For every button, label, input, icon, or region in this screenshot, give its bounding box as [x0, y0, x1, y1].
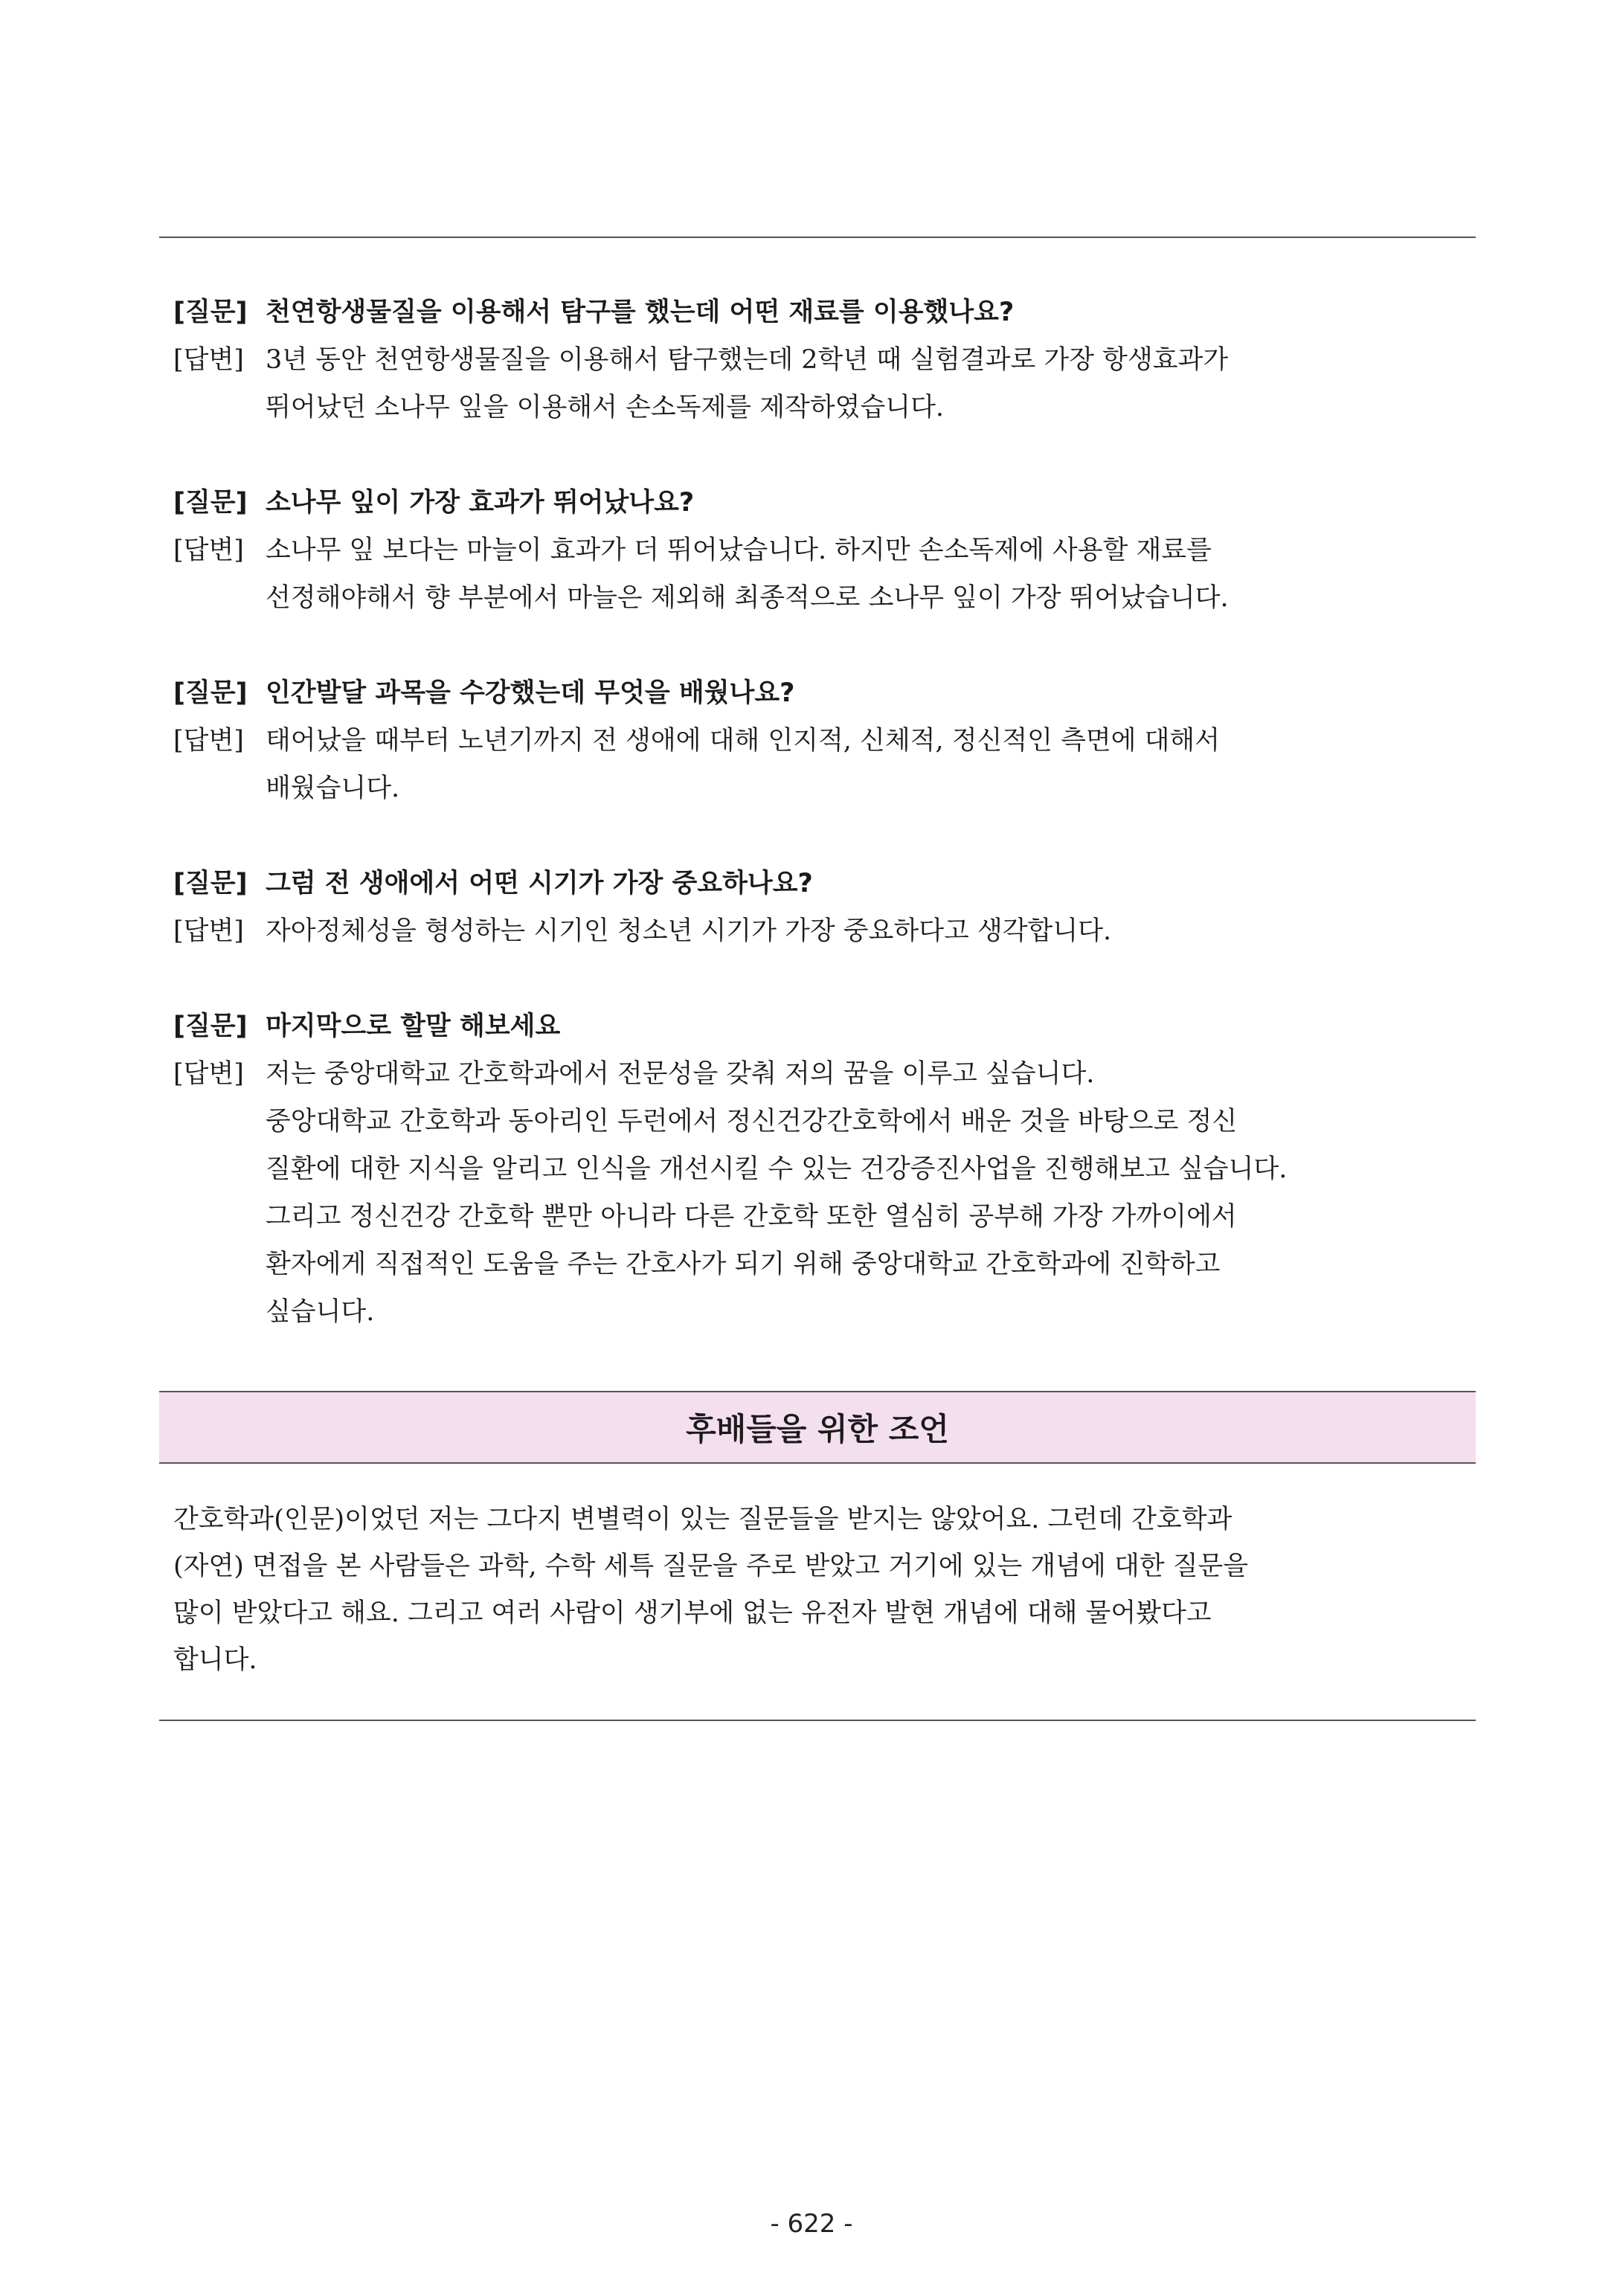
- advice-body: [173, 1496, 1468, 1684]
- answer-tag: [답변]: [173, 536, 244, 565]
- answer-line: [173, 907, 1468, 955]
- qa-block: [173, 289, 1468, 431]
- answer-continuation: 중앙대학교 간호학과 동아리인 두런에서 정신건강간호학에서 배운 것을 바탕으로 정신: [266, 1107, 1238, 1136]
- answer-text: 소나무 잎 보다는 마늘이 효과가 더 뛰어났습니다. 하지만 손소독제에 사용할 재료를: [266, 536, 1212, 565]
- qa-block: [173, 479, 1468, 622]
- advice-line: 많이 받았다고 해요. 그리고 여러 사람이 생기부에 없는 유전자 발현 개념에 대해 물어봤다고: [173, 1598, 1212, 1628]
- question-tag: [질문]: [173, 488, 248, 518]
- qa-block: [173, 669, 1468, 812]
- page-number: - 622 -: [770, 2209, 853, 2239]
- question-text: 인간발달 과목을 수강했는데 무엇을 배웠나요?: [266, 678, 795, 708]
- answer-text: 자아정체성을 형성하는 시기인 청소년 시기가 가장 중요하다고 생각합니다.: [266, 916, 1112, 946]
- question-tag: [질문]: [173, 869, 248, 898]
- advice-title: 후배들을 위한 조언: [686, 1411, 949, 1447]
- answer-line: [173, 1050, 1468, 1098]
- advice-line: (자연) 면접을 본 사람들은 과학, 수학 세특 질문을 주로 받았고 거기에 있는 개념에 대한 질문을: [173, 1551, 1249, 1581]
- advice-header: [159, 1391, 1476, 1464]
- answer-continuation: 환자에게 직접적인 도움을 주는 간호사가 되기 위해 중앙대학교 간호학과에 진학하고: [266, 1250, 1221, 1279]
- question-line: [173, 669, 1468, 717]
- question-tag: [질문]: [173, 298, 248, 327]
- qa-block: [173, 860, 1468, 955]
- qa-section: [173, 289, 1468, 1383]
- advice-line: 간호학과(인문)이었던 저는 그다지 변별력이 있는 질문들을 받지는 않았어요. 그런데 간호학과: [173, 1505, 1232, 1534]
- question-text: 그럼 전 생애에서 어떤 시기가 가장 중요하나요?: [266, 869, 813, 898]
- question-tag: [질문]: [173, 678, 248, 708]
- bottom-rule: [159, 1720, 1476, 1721]
- question-text: 천연항생물질을 이용해서 탐구를 했는데 어떤 재료를 이용했나요?: [266, 298, 1015, 327]
- question-line: [173, 1003, 1468, 1050]
- answer-continuation: 배웠습니다.: [266, 774, 400, 803]
- question-line: [173, 860, 1468, 907]
- answer-line: [173, 527, 1468, 574]
- top-rule: [159, 237, 1476, 238]
- advice-line: 합니다.: [173, 1645, 257, 1675]
- answer-continuation: 싶습니다.: [266, 1297, 375, 1327]
- qa-block: [173, 1003, 1468, 1336]
- answer-text: 3년 동안 천연항생물질을 이용해서 탐구했는데 2학년 때 실험결과로 가장 항생효과가: [266, 345, 1229, 375]
- answer-line: [173, 717, 1468, 765]
- answer-line: [173, 336, 1468, 384]
- question-text: 소나무 잎이 가장 효과가 뛰어났나요?: [266, 488, 695, 518]
- answer-continuation: 뛰어났던 소나무 잎을 이용해서 손소독제를 제작하였습니다.: [266, 393, 945, 422]
- answer-continuation: 선정해야해서 향 부분에서 마늘은 제외해 최종적으로 소나무 잎이 가장 뛰어났습니다.: [266, 583, 1229, 613]
- answer-text: 태어났을 때부터 노년기까지 전 생애에 대해 인지적, 신체적, 정신적인 측면에 대해서: [266, 726, 1221, 756]
- answer-continuation: 그리고 정신건강 간호학 뿐만 아니라 다른 간호학 또한 열심히 공부해 가장 가까이에서: [266, 1202, 1237, 1232]
- question-tag: [질문]: [173, 1012, 248, 1041]
- answer-tag: [답변]: [173, 916, 244, 946]
- answer-tag: [답변]: [173, 1059, 244, 1089]
- question-text: 마지막으로 할말 해보세요: [266, 1012, 561, 1041]
- answer-continuation: 질환에 대한 지식을 알리고 인식을 개선시킬 수 있는 건강증진사업을 진행해보고 싶습니다.: [266, 1154, 1288, 1184]
- answer-tag: [답변]: [173, 726, 244, 756]
- question-line: [173, 479, 1468, 527]
- question-line: [173, 289, 1468, 336]
- answer-tag: [답변]: [173, 345, 244, 375]
- answer-text: 저는 중앙대학교 간호학과에서 전문성을 갖춰 저의 꿈을 이루고 싶습니다.: [266, 1059, 1095, 1089]
